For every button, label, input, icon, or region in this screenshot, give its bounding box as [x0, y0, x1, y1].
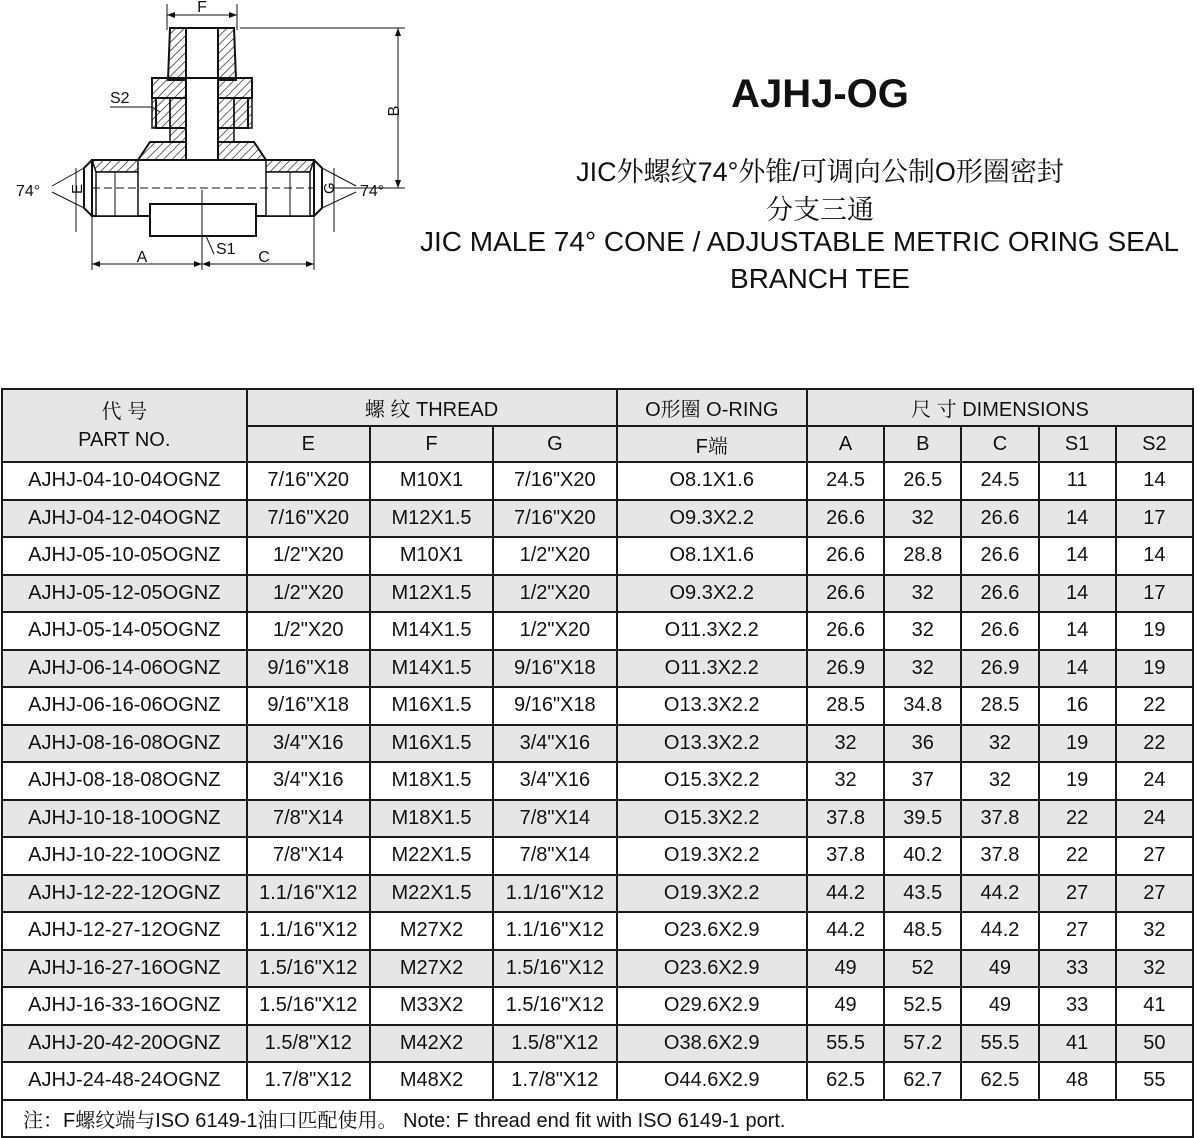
table-row [2, 950, 1193, 988]
cell-dim-s1: 19 [1039, 725, 1116, 763]
header-b: B [884, 426, 961, 462]
cell-dim-s1: 19 [1039, 762, 1116, 800]
angle-label-right: 74° [360, 183, 385, 200]
cell-dim-s2: 41 [1116, 987, 1193, 1025]
cell-oring-f-end: O8.1X1.6 [617, 462, 807, 500]
cell-thread-f: M14X1.5 [370, 612, 493, 650]
cell-thread-e: 1.5/16"X12 [247, 950, 370, 988]
cell-dim-a: 49 [807, 987, 884, 1025]
cell-thread-e: 1.1/16"X12 [247, 912, 370, 950]
cell-thread-e: 1.7/8"X12 [247, 1062, 370, 1100]
cell-thread-g: 1.5/16"X12 [493, 987, 616, 1025]
model-title: AJHJ-OG [731, 72, 909, 116]
cell-thread-g: 1.1/16"X12 [493, 875, 616, 913]
cell-dim-s2: 22 [1116, 725, 1193, 763]
cell-dim-b: 26.5 [884, 462, 961, 500]
cell-thread-e: 1.5/8"X12 [247, 1025, 370, 1063]
cell-dim-b: 34.8 [884, 687, 961, 725]
cell-part-no: AJHJ-06-16-06OGNZ [2, 687, 247, 725]
header-g: G [493, 426, 616, 462]
cell-thread-e: 1.1/16"X12 [247, 875, 370, 913]
cell-thread-g: 7/16"X20 [493, 462, 616, 500]
header-part-cn: 代 号 [101, 400, 148, 423]
header-thread: 螺 纹 THREAD [247, 389, 617, 426]
cell-thread-e: 1/2"X20 [247, 575, 370, 613]
cell-thread-f: M10X1 [370, 537, 493, 575]
cell-dim-c: 26.6 [961, 612, 1038, 650]
cell-dim-s1: 14 [1039, 650, 1116, 688]
cell-dim-a: 26.6 [807, 537, 884, 575]
table-row [2, 500, 1193, 538]
cell-oring-f-end: O44.6X2.9 [617, 1062, 807, 1100]
cell-thread-e: 7/16"X20 [247, 500, 370, 538]
cell-dim-c: 32 [961, 725, 1038, 763]
cell-thread-e: 3/4"X16 [247, 725, 370, 763]
cell-thread-f: M27X2 [370, 912, 493, 950]
cell-dim-b: 36 [884, 725, 961, 763]
cell-part-no: AJHJ-16-33-16OGNZ [2, 987, 247, 1025]
cell-dim-b: 28.8 [884, 537, 961, 575]
cell-dim-s1: 22 [1039, 837, 1116, 875]
cell-dim-a: 26.6 [807, 575, 884, 613]
cell-dim-s2: 32 [1116, 912, 1193, 950]
dim-label-e: E [69, 183, 86, 194]
cell-thread-f: M18X1.5 [370, 762, 493, 800]
cell-dim-s2: 22 [1116, 687, 1193, 725]
cell-part-no: AJHJ-06-14-06OGNZ [2, 650, 247, 688]
cell-part-no: AJHJ-08-18-08OGNZ [2, 762, 247, 800]
table-row [2, 1062, 1193, 1100]
cell-thread-e: 1.5/16"X12 [247, 987, 370, 1025]
cell-dim-s1: 14 [1039, 537, 1116, 575]
title-cn-line2: 分支三通 [766, 195, 874, 225]
header-part-no [2, 389, 247, 462]
cell-dim-s1: 22 [1039, 800, 1116, 838]
cell-dim-a: 32 [807, 762, 884, 800]
cell-thread-g: 1.1/16"X12 [493, 912, 616, 950]
cell-dim-b: 62.7 [884, 1062, 961, 1100]
cell-part-no: AJHJ-10-18-10OGNZ [2, 800, 247, 838]
cell-dim-s1: 33 [1039, 987, 1116, 1025]
tee-fitting-drawing [0, 0, 420, 290]
cell-dim-c: 37.8 [961, 837, 1038, 875]
cell-dim-b: 32 [884, 575, 961, 613]
cell-dim-s2: 27 [1116, 875, 1193, 913]
cell-thread-f: M10X1 [370, 462, 493, 500]
table-row [2, 650, 1193, 688]
cell-thread-e: 9/16"X18 [247, 650, 370, 688]
cell-dim-s1: 14 [1039, 612, 1116, 650]
cell-part-no: AJHJ-05-14-05OGNZ [2, 612, 247, 650]
cell-dim-b: 32 [884, 612, 961, 650]
cell-part-no: AJHJ-08-16-08OGNZ [2, 725, 247, 763]
cell-dim-c: 49 [961, 950, 1038, 988]
cell-dim-s2: 50 [1116, 1025, 1193, 1063]
cell-oring-f-end: O11.3X2.2 [617, 612, 807, 650]
cell-thread-g: 9/16"X18 [493, 650, 616, 688]
cell-thread-e: 7/8"X14 [247, 837, 370, 875]
cell-dim-a: 44.2 [807, 912, 884, 950]
dim-label-s2: S2 [110, 90, 130, 107]
cell-dim-a: 32 [807, 725, 884, 763]
cell-oring-f-end: O23.6X2.9 [617, 912, 807, 950]
header-dimensions: 尺 寸 DIMENSIONS [807, 389, 1193, 426]
cell-thread-f: M18X1.5 [370, 800, 493, 838]
cell-dim-a: 37.8 [807, 800, 884, 838]
table-body [2, 462, 1193, 1100]
cell-part-no: AJHJ-04-10-04OGNZ [2, 462, 247, 500]
table-row [2, 725, 1193, 763]
cell-dim-a: 44.2 [807, 875, 884, 913]
cell-dim-s2: 17 [1116, 500, 1193, 538]
table-row [2, 987, 1193, 1025]
cell-dim-s2: 32 [1116, 950, 1193, 988]
cell-dim-s2: 27 [1116, 837, 1193, 875]
cell-dim-a: 24.5 [807, 462, 884, 500]
cell-dim-s1: 48 [1039, 1062, 1116, 1100]
title-en-line1: JIC MALE 74° CONE / ADJUSTABLE METRIC ORING SEAL [420, 226, 1180, 257]
cell-oring-f-end: O9.3X2.2 [617, 575, 807, 613]
cell-thread-f: M22X1.5 [370, 875, 493, 913]
cell-thread-f: M12X1.5 [370, 500, 493, 538]
cell-dim-b: 43.5 [884, 875, 961, 913]
dim-label-g: G [321, 182, 338, 194]
cell-part-no: AJHJ-10-22-10OGNZ [2, 837, 247, 875]
table-row [2, 462, 1193, 500]
cell-oring-f-end: O13.3X2.2 [617, 725, 807, 763]
cell-dim-a: 49 [807, 950, 884, 988]
cell-oring-f-end: O11.3X2.2 [617, 650, 807, 688]
cell-thread-f: M16X1.5 [370, 687, 493, 725]
cell-thread-g: 1.7/8"X12 [493, 1062, 616, 1100]
cell-dim-c: 26.9 [961, 650, 1038, 688]
cell-dim-s2: 14 [1116, 462, 1193, 500]
cell-thread-e: 1/2"X20 [247, 612, 370, 650]
cell-thread-f: M12X1.5 [370, 575, 493, 613]
cell-dim-s1: 27 [1039, 912, 1116, 950]
header-part-en: PART NO. [78, 428, 171, 451]
header-s2: S2 [1116, 426, 1193, 462]
cell-dim-s1: 41 [1039, 1025, 1116, 1063]
cell-thread-g: 1.5/8"X12 [493, 1025, 616, 1063]
title-block [420, 0, 1200, 300]
cell-dim-c: 44.2 [961, 912, 1038, 950]
cell-dim-b: 39.5 [884, 800, 961, 838]
cell-thread-g: 1/2"X20 [493, 612, 616, 650]
cell-dim-c: 28.5 [961, 687, 1038, 725]
cell-dim-s2: 19 [1116, 612, 1193, 650]
cell-dim-c: 32 [961, 762, 1038, 800]
table-row [2, 762, 1193, 800]
table-row [2, 537, 1193, 575]
cell-dim-c: 26.6 [961, 537, 1038, 575]
cell-dim-s2: 55 [1116, 1062, 1193, 1100]
cell-thread-g: 1.5/16"X12 [493, 950, 616, 988]
cell-dim-c: 55.5 [961, 1025, 1038, 1063]
cell-oring-f-end: O29.6X2.9 [617, 987, 807, 1025]
cell-oring-f-end: O15.3X2.2 [617, 762, 807, 800]
cell-dim-a: 26.9 [807, 650, 884, 688]
cell-thread-e: 9/16"X18 [247, 687, 370, 725]
cell-dim-s2: 24 [1116, 800, 1193, 838]
title-cn-line1: JIC外螺纹74°外锥/可调向公制O形圈密封 [576, 157, 1064, 187]
cell-thread-e: 3/4"X16 [247, 762, 370, 800]
cell-dim-c: 49 [961, 987, 1038, 1025]
cell-dim-s1: 27 [1039, 875, 1116, 913]
cell-dim-a: 26.6 [807, 500, 884, 538]
cell-dim-s1: 16 [1039, 687, 1116, 725]
table-row [2, 912, 1193, 950]
cell-dim-s2: 24 [1116, 762, 1193, 800]
cell-part-no: AJHJ-05-10-05OGNZ [2, 537, 247, 575]
header-s1: S1 [1039, 426, 1116, 462]
cell-part-no: AJHJ-12-22-12OGNZ [2, 875, 247, 913]
cell-dim-c: 44.2 [961, 875, 1038, 913]
cell-dim-c: 26.6 [961, 575, 1038, 613]
cell-dim-b: 57.2 [884, 1025, 961, 1063]
cell-thread-e: 7/8"X14 [247, 800, 370, 838]
cell-oring-f-end: O19.3X2.2 [617, 875, 807, 913]
header-f-end: F端 [617, 426, 807, 462]
cell-thread-e: 1/2"X20 [247, 537, 370, 575]
cell-dim-s1: 33 [1039, 950, 1116, 988]
cell-oring-f-end: O15.3X2.2 [617, 800, 807, 838]
cell-thread-g: 1/2"X20 [493, 537, 616, 575]
cell-part-no: AJHJ-20-42-20OGNZ [2, 1025, 247, 1063]
dim-label-b: B [386, 105, 403, 117]
cell-oring-f-end: O19.3X2.2 [617, 837, 807, 875]
cell-dim-s2: 14 [1116, 537, 1193, 575]
cell-part-no: AJHJ-24-48-24OGNZ [2, 1062, 247, 1100]
angle-label-left: 74° [16, 183, 41, 200]
table-row [2, 687, 1193, 725]
cell-dim-b: 32 [884, 500, 961, 538]
cell-dim-s1: 11 [1039, 462, 1116, 500]
cell-thread-g: 3/4"X16 [493, 725, 616, 763]
cell-dim-c: 26.6 [961, 500, 1038, 538]
cell-oring-f-end: O23.6X2.9 [617, 950, 807, 988]
table-row [2, 612, 1193, 650]
cell-thread-g: 1/2"X20 [493, 575, 616, 613]
cell-dim-a: 37.8 [807, 837, 884, 875]
cell-dim-b: 52 [884, 950, 961, 988]
dim-label-c: C [258, 249, 270, 266]
cell-oring-f-end: O8.1X1.6 [617, 537, 807, 575]
table-row [2, 800, 1193, 838]
cell-thread-f: M14X1.5 [370, 650, 493, 688]
cell-dim-c: 62.5 [961, 1062, 1038, 1100]
cell-thread-f: M27X2 [370, 950, 493, 988]
title-en-line2: BRANCH TEE [730, 263, 910, 294]
cell-dim-c: 24.5 [961, 462, 1038, 500]
table-row [2, 575, 1193, 613]
cell-dim-s2: 19 [1116, 650, 1193, 688]
cell-part-no: AJHJ-05-12-05OGNZ [2, 575, 247, 613]
cell-thread-g: 9/16"X18 [493, 687, 616, 725]
dim-label-a: A [136, 249, 148, 266]
header-e: E [247, 426, 370, 462]
cell-dim-b: 32 [884, 650, 961, 688]
dim-label-s1: S1 [216, 241, 236, 258]
cell-dim-s1: 14 [1039, 500, 1116, 538]
cell-dim-c: 37.8 [961, 800, 1038, 838]
cell-oring-f-end: O38.6X2.9 [617, 1025, 807, 1063]
cell-dim-s2: 17 [1116, 575, 1193, 613]
cell-thread-f: M48X2 [370, 1062, 493, 1100]
header-c: C [961, 426, 1038, 462]
cell-thread-g: 7/16"X20 [493, 500, 616, 538]
table-note: 注：F螺纹端与ISO 6149-1油口匹配使用。 Note: F thread end fit with ISO 6149-1 port. [2, 1100, 1193, 1138]
table-row [2, 837, 1193, 875]
cell-dim-a: 28.5 [807, 687, 884, 725]
table-row [2, 875, 1193, 913]
cell-thread-g: 3/4"X16 [493, 762, 616, 800]
cell-dim-a: 62.5 [807, 1062, 884, 1100]
cell-dim-b: 37 [884, 762, 961, 800]
cell-dim-b: 40.2 [884, 837, 961, 875]
cell-dim-b: 52.5 [884, 987, 961, 1025]
cell-thread-e: 7/16"X20 [247, 462, 370, 500]
header-a: A [807, 426, 884, 462]
cell-part-no: AJHJ-16-27-16OGNZ [2, 950, 247, 988]
dim-label-f: F [197, 0, 207, 16]
cell-thread-f: M16X1.5 [370, 725, 493, 763]
cell-thread-f: M22X1.5 [370, 837, 493, 875]
cell-dim-s1: 14 [1039, 575, 1116, 613]
cell-thread-f: M42X2 [370, 1025, 493, 1063]
spec-table [1, 388, 1194, 1138]
cell-oring-f-end: O9.3X2.2 [617, 500, 807, 538]
cell-dim-a: 55.5 [807, 1025, 884, 1063]
cell-part-no: AJHJ-04-12-04OGNZ [2, 500, 247, 538]
cell-thread-g: 7/8"X14 [493, 800, 616, 838]
table-row [2, 1025, 1193, 1063]
cell-dim-b: 48.5 [884, 912, 961, 950]
header-f: F [370, 426, 493, 462]
cell-oring-f-end: O13.3X2.2 [617, 687, 807, 725]
cell-thread-g: 7/8"X14 [493, 837, 616, 875]
cell-thread-f: M33X2 [370, 987, 493, 1025]
cell-dim-a: 26.6 [807, 612, 884, 650]
cell-part-no: AJHJ-12-27-12OGNZ [2, 912, 247, 950]
header-oring: O形圈 O-RING [617, 389, 807, 426]
